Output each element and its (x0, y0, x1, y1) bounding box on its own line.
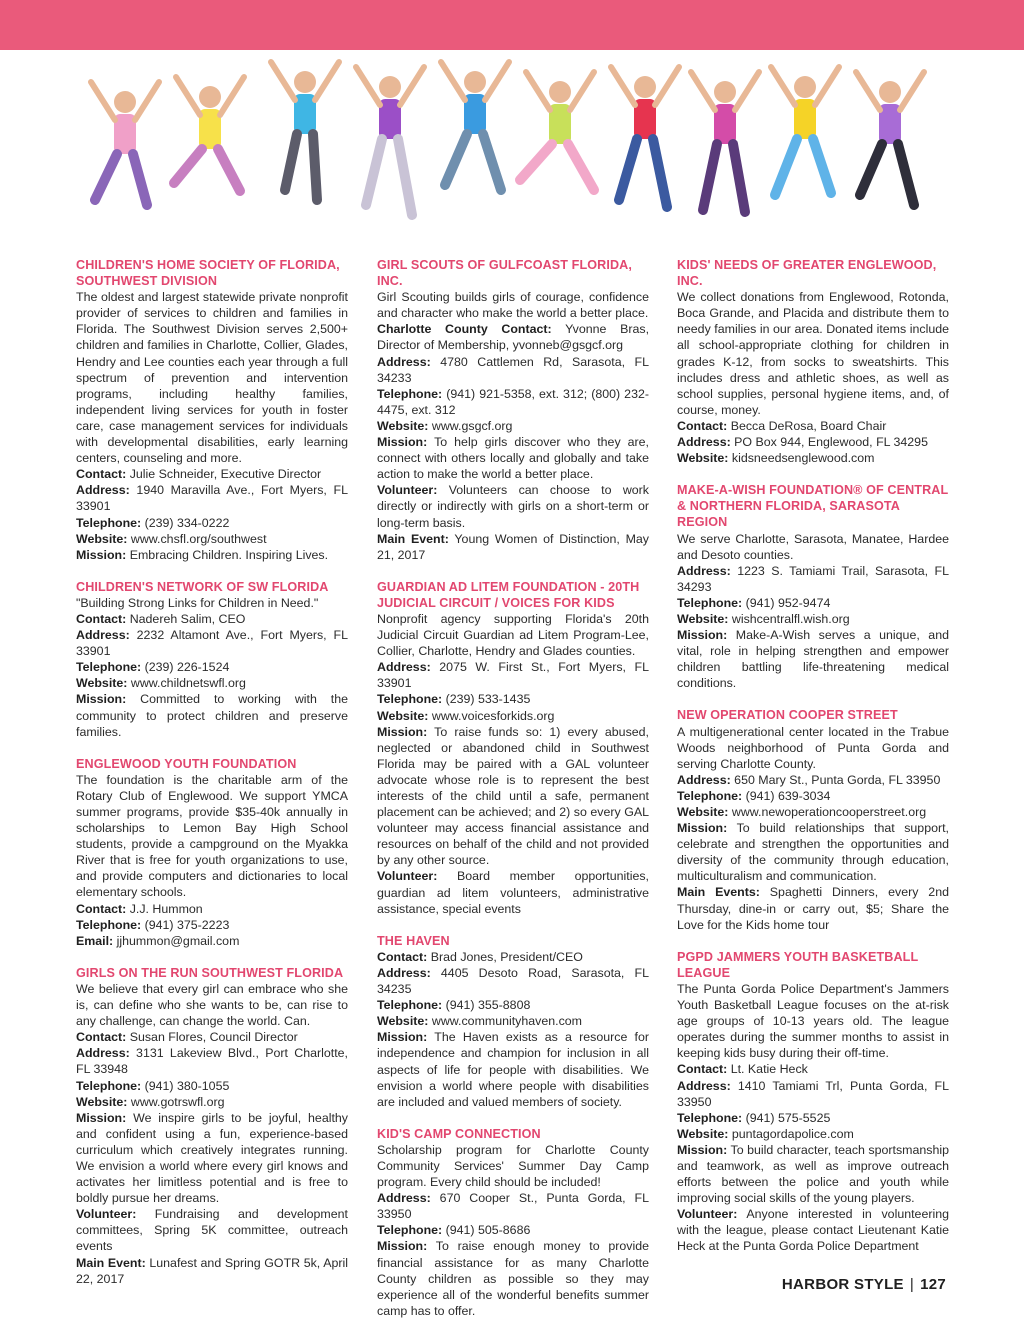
listing-title: THE HAVEN (377, 933, 450, 948)
listing-mission-line (377, 1238, 649, 1318)
field-label: Mission: (677, 1142, 728, 1157)
listing-contact-line (377, 949, 649, 965)
listing-title: GIRL SCOUTS OF GULFCOAST FLORIDA, INC. (377, 258, 632, 289)
listing-description (677, 289, 949, 418)
listing-address-line (677, 1078, 949, 1110)
field-label: Address: (377, 354, 431, 369)
field-label: Telephone: (677, 1110, 743, 1125)
kid-figure-4 (356, 67, 424, 215)
kid-figure-8 (691, 72, 759, 212)
field-value: (239) 226-1524 (144, 660, 230, 675)
field-label: Website: (377, 708, 429, 723)
listing-website-line (677, 1126, 949, 1142)
field-value: The oldest and largest statewide private nonprofit provider of services to children and families in Florida. The Southwest Division serves 2,500+ children and families in Charlotte, Collier, Glades, Hendry and Lee counties each year through a full spectrum of prevention and intervention programs, including healthy families, independent living services for youth in foster care, case management services for individuals with developmental disabilities, early learning centers, counseling and more. (76, 290, 348, 466)
field-label: Address: (377, 965, 431, 980)
field-label: Telephone: (76, 1078, 142, 1093)
field-value: Volunteers can choose to work directly or indirectly with girls on a short-term or long-term basis. (377, 483, 650, 530)
field-label: Mission: (76, 692, 127, 707)
field-value: PO Box 944, Englewood, FL 34295 (734, 435, 928, 450)
field-value: (941) 952-9474 (745, 595, 831, 610)
field-label: Contact: (677, 418, 728, 433)
listing-title: PGPD JAMMERS YOUTH BASKETBALL LEAGUE (677, 949, 919, 980)
field-value: To raise enough money to provide financial assistance for as many Charlotte County children as possible so they may experience all of the wonderful benefits summer camp has to offer. (377, 1239, 649, 1318)
listing-address-line (76, 482, 348, 514)
field-value: To build relationships that support, celebrate and strengthen the opportunities and diversity of the community through education, multiculturalism and communication. (677, 821, 949, 884)
listing-website-line (76, 531, 348, 547)
listing-email-line (76, 933, 348, 949)
listing-main-event-line (377, 531, 649, 563)
field-label: Website: (677, 451, 729, 466)
field-value: J.J. Hummon (129, 901, 203, 916)
field-value: "Building Strong Links for Children in Need." (76, 595, 319, 610)
field-value: We collect donations from Englewood, Rotonda, Boca Grande, and Placida and distribute them to needy families in our area. Donated items include all school-appropriate clothing for children in grades K-12, from socks to sweatshirts. This includes dress and athletic shoes, as well as school supplies, personal hygiene items, and, of course, money. (677, 290, 949, 417)
field-value[interactable]: www.voicesforkids.org (431, 708, 555, 723)
field-value: 4780 Cattlemen Rd, Sarasota, FL 34233 (377, 354, 649, 385)
listing-telephone-line (76, 515, 348, 531)
listing-description (677, 531, 949, 563)
listing-address-line (76, 1045, 348, 1077)
field-value: (941) 380-1055 (144, 1078, 230, 1093)
listing-website-line (677, 450, 949, 466)
field-value: 1940 Maravilla Ave., Fort Myers, FL 33901 (76, 483, 348, 514)
field-label: Address: (677, 772, 731, 787)
listing-entry (76, 965, 348, 1287)
field-label: Address: (76, 1046, 130, 1061)
field-label: Address: (377, 1191, 431, 1206)
field-value: We believe that every girl can embrace who she is, can define who she wants to be, can rise to any challenge, can change the world. Can. (76, 981, 348, 1029)
field-label: Telephone: (677, 788, 743, 803)
listing-title: NEW OPERATION COOPER STREET (677, 708, 898, 723)
kid-figure-7 (611, 67, 679, 207)
field-value: Anyone interested in volunteering with the league, please contact Lieutenant Katie Heck at the Punta Gorda Police Department (677, 1207, 949, 1254)
field-value: Embracing Children. Inspiring Lives. (129, 547, 329, 562)
field-value: A multigenerational center located in the Trabue Woods neighborhood of Punta Gorda and serving Charlotte County. (677, 724, 949, 771)
listing-entry (677, 949, 949, 1255)
listing-mission-line (76, 1110, 348, 1207)
listing-address-line (377, 1190, 649, 1222)
field-value[interactable]: www.childnetswfl.org (130, 676, 246, 691)
field-value: Nonprofit agency supporting Florida's 20th Judicial Circuit Guardian ad Litem Program-Lee, Collier, Charlotte, Hendry and Glades counties. (377, 611, 649, 659)
field-value: We inspire girls to be joyful, healthy and confident using a fun, experience-based curriculum which creatively integrates running. We envision a world where every girl knows and activates her limitless potential and is free to boldly pursue her dreams. (76, 1110, 348, 1206)
field-value: (239) 334-0222 (144, 515, 230, 530)
field-value: (941) 375-2223 (144, 917, 230, 932)
field-value: We serve Charlotte, Sarasota, Manatee, Hardee and Desoto counties. (677, 531, 949, 562)
field-label: Volunteer: (377, 869, 438, 884)
column-right (677, 257, 949, 1271)
listing-title: GIRLS ON THE RUN SOUTHWEST FLORIDA (76, 965, 344, 980)
field-value: (941) 505-8686 (445, 1223, 531, 1238)
kid-figure-3 (271, 62, 339, 200)
field-label: Website: (76, 1094, 128, 1109)
listing-contact-line (76, 901, 348, 917)
listing-contact-line (76, 1029, 348, 1045)
listing-title: ENGLEWOOD YOUTH FOUNDATION (76, 756, 297, 771)
field-value: Becca DeRosa, Board Chair (730, 418, 887, 433)
listing-title: GUARDIAN AD LITEM FOUNDATION - 20TH JUDICIAL CIRCUIT / VOICES FOR KIDS (377, 579, 640, 610)
listing-entry (377, 933, 649, 1110)
listing-mission-line (677, 820, 949, 884)
field-value[interactable]: kidsneedsenglewood.com (731, 451, 875, 466)
kid-figure-5 (441, 62, 509, 190)
kid-figure-6 (520, 72, 594, 190)
listing-description (677, 981, 949, 1061)
field-value: (941) 355-8808 (445, 998, 531, 1013)
field-label: Address: (377, 660, 431, 675)
top-color-bar (0, 0, 1024, 50)
listing-entry (76, 756, 348, 949)
field-label: Address: (76, 483, 130, 498)
field-label: Charlotte County Contact: (377, 322, 552, 337)
field-label: Telephone: (377, 692, 443, 707)
field-value: 650 Mary St., Punta Gorda, FL 33950 (734, 772, 941, 787)
field-label: Address: (677, 563, 731, 578)
listing-telephone-line (76, 917, 348, 933)
field-label: Mission: (677, 821, 728, 836)
listing-mission-line (76, 691, 348, 739)
field-value: Young Women of Distinction, May 21, 2017 (377, 531, 649, 562)
field-label: Contact: (76, 467, 127, 482)
listing-telephone-line (76, 1078, 348, 1094)
listing-entry (76, 257, 348, 563)
listing-telephone-line (377, 997, 649, 1013)
field-value: Nadereh Salim, CEO (129, 611, 246, 626)
field-label: Volunteer: (677, 1207, 738, 1222)
field-value: 1410 Tamiami Trl, Punta Gorda, FL 33950 (677, 1078, 949, 1109)
kid-figure-9 (771, 67, 839, 195)
field-value: (941) 639-3034 (745, 788, 831, 803)
field-value: (239) 533-1435 (445, 692, 531, 707)
field-value: Board member opportunities, guardian ad litem volunteers, administrative assistance, special events (377, 869, 649, 916)
field-value: 2232 Altamont Ave., Fort Myers, FL 33901 (76, 628, 348, 659)
listing-description (76, 595, 348, 611)
listing-entry (377, 579, 649, 917)
field-value: The foundation is the charitable arm of the Rotary Club of Englewood. We support YMCA summer programs, provide $35-40k annually in scholarships to Lemon Bay High School students, provide a campground on the Myakka River that is free for youth organizations to use, and provide computers and dictionaries to local elementary schools. (76, 772, 348, 900)
listing-title: CHILDREN'S HOME SOCIETY OF FLORIDA, SOUTHWEST DIVISION (76, 258, 340, 289)
listing-telephone-line (76, 659, 348, 675)
jumping-kids-photo (70, 50, 954, 255)
listing-mission-line (677, 627, 949, 691)
field-label: Address: (677, 435, 731, 450)
listing-telephone-line (377, 691, 649, 707)
field-label: Volunteer: (76, 1207, 137, 1222)
listing-description (76, 289, 348, 466)
listing-description (377, 611, 649, 659)
field-label: Telephone: (76, 917, 142, 932)
publication-name: HARBOR STYLE (781, 1276, 904, 1293)
field-value[interactable]: puntagordapolice.com (731, 1126, 854, 1141)
field-value: To help girls discover who they are, connect with others locally and globally and take action to make the world a better place. (377, 435, 650, 482)
listing-website-line (377, 418, 649, 434)
listing-entry (76, 579, 348, 740)
listing-website-line (377, 708, 649, 724)
listing-mission-line (76, 547, 348, 563)
listing-description (76, 981, 348, 1029)
listing-description (677, 724, 949, 772)
field-label: Telephone: (377, 1223, 443, 1238)
listing-main-event-line (76, 1255, 348, 1287)
field-value[interactable]: www.gsgcf.org (431, 418, 513, 433)
field-value: Committed to working with the community to protect children and preserve families. (76, 692, 348, 739)
listing-website-line (76, 1094, 348, 1110)
field-value: Girl Scouting builds girls of courage, confidence and character who make the world a better place. (377, 290, 649, 321)
field-value: Brad Jones, President/CEO (430, 949, 583, 964)
kid-figure-1 (91, 82, 159, 205)
field-value: Make-A-Wish serves a unique, and vital, role in helping strengthen and empower children battling life-threatening medical conditions. (677, 628, 949, 691)
field-value: 4405 Desoto Road, Sarasota, FL 34235 (377, 965, 649, 997)
listing-volunteer-line (377, 868, 649, 916)
field-value: Spaghetti Dinners, every 2nd Thursday, dine-in or carry out, $5; Share the Love for the Kids home tour (677, 885, 949, 932)
kid-figure-10 (856, 72, 924, 205)
field-label: Telephone: (377, 386, 443, 401)
listing-telephone-line (677, 595, 949, 611)
listing-description (377, 289, 649, 321)
listing-website-line (677, 611, 949, 627)
listing-mission-line (377, 724, 649, 869)
listing-volunteer-line (677, 1206, 949, 1254)
listing-title: CHILDREN'S NETWORK OF SW FLORIDA (76, 579, 329, 594)
listing-entry (677, 257, 949, 466)
field-label: Contact: (377, 949, 428, 964)
listing-title: KID'S CAMP CONNECTION (377, 1126, 541, 1141)
field-value[interactable]: www.communityhaven.com (431, 1014, 582, 1029)
field-label: Website: (677, 611, 729, 626)
field-label: Mission: (76, 547, 127, 562)
field-label: Address: (76, 628, 130, 643)
field-value[interactable]: www.chsfl.org/southwest (130, 531, 267, 546)
listing-contact-line (76, 466, 348, 482)
field-label: Website: (677, 1126, 729, 1141)
field-label: Contact: (76, 1030, 127, 1045)
field-label: Website: (377, 418, 429, 433)
listing-telephone-line (377, 1222, 649, 1238)
field-value: (941) 921-5358, ext. 312; (800) 232-4475, ext. 312 (377, 386, 649, 417)
listing-contact-line (677, 418, 949, 434)
page-number: 127 (920, 1276, 946, 1293)
field-label: Main Event: (377, 531, 449, 546)
field-value: Scholarship program for Charlotte County Community Services' Summer Day Camp program. Every child should be included! (377, 1142, 649, 1190)
listing-telephone-line (677, 1110, 949, 1126)
field-value: 2075 W. First St., Fort Myers, FL 33901 (377, 660, 649, 691)
field-value[interactable]: wishcentralfl.wish.org (731, 611, 850, 626)
listing-address-line (377, 354, 649, 386)
column-left (76, 257, 348, 1303)
field-value: Susan Flores, Council Director (129, 1030, 298, 1045)
field-label: Website: (76, 676, 128, 691)
page-footer (782, 1276, 946, 1293)
field-value: To raise funds so: 1) every abused, neglected or abandoned child in Southwest Florida may be paired with a GAL volunteer advocate whose role is to represent the best interests of the child until a safe, permanent placement can be achieved; and 2) so every GAL volunteer may access financial assistance and resources on behalf of the child and not provided by any other source. (377, 724, 649, 868)
listing-address-line (677, 434, 949, 450)
field-value: (941) 575-5525 (745, 1110, 831, 1125)
field-label: Telephone: (76, 660, 142, 675)
listing-description (76, 772, 348, 901)
field-label: Address: (677, 1078, 731, 1093)
field-label: Mission: (377, 1030, 428, 1045)
field-value: Yvonne Bras, Director of Membership, yvonneb@gsgcf.org (377, 322, 650, 353)
listing-mission-line (377, 434, 649, 482)
listing-volunteer-line (377, 482, 649, 530)
field-value: Fundraising and development committees, Spring 5K committee, outreach events (76, 1207, 348, 1254)
field-value[interactable]: jjhummon@gmail.com (116, 933, 240, 948)
field-value: Julie Schneider, Executive Director (129, 467, 322, 482)
listing-title: KIDS' NEEDS OF GREATER ENGLEWOOD, INC. (677, 258, 937, 289)
field-label: Main Events: (677, 885, 760, 900)
listing-title: MAKE-A-WISH FOUNDATION® OF CENTRAL & NORTHERN FLORIDA, SARASOTA REGION (677, 483, 949, 530)
field-label: Contact: (76, 901, 127, 916)
field-label: Mission: (377, 435, 428, 450)
listing-address-line (677, 563, 949, 595)
field-label: Contact: (76, 611, 127, 626)
field-label: Mission: (377, 724, 428, 739)
field-label: Website: (377, 1014, 429, 1029)
listing-website-line (76, 675, 348, 691)
listing-entry (677, 482, 949, 691)
field-label: Mission: (377, 1239, 428, 1254)
field-value: The Haven exists as a resource for independence and champion for inclusion in all aspects of life for people with disabilities. We envision a world where people with disabilities are included and valued members of society. (377, 1030, 650, 1109)
listing-contact-line (76, 611, 348, 627)
field-value: Lunafest and Spring GOTR 5k, April 22, 2017 (76, 1255, 348, 1286)
listing-address-line (76, 627, 348, 659)
field-label: Telephone: (76, 515, 142, 530)
listing-address-line (377, 659, 649, 691)
field-value: Lt. Katie Heck (730, 1062, 808, 1077)
listing-address-line (677, 772, 949, 788)
listing-description (377, 1142, 649, 1190)
listing-entry (377, 1126, 649, 1319)
field-value: The Punta Gorda Police Department's Jammers Youth Basketball League focuses on the at-risk age groups of 10-13 years old. The league operates during the summer months to assist in keeping kids busy during their off-time. (677, 981, 949, 1061)
field-label: Main Event: (76, 1255, 146, 1270)
listing-main-events-line (677, 884, 949, 932)
field-value: 1223 S. Tamiami Trail, Sarasota, FL 34293 (677, 563, 949, 594)
footer-separator: | (909, 1276, 915, 1293)
field-label: Contact: (677, 1062, 728, 1077)
field-value: 670 Cooper St., Punta Gorda, FL 33950 (377, 1191, 649, 1222)
field-value[interactable]: www.newoperationcooperstreet.org (731, 805, 927, 819)
field-label: Website: (677, 805, 729, 819)
column-middle (377, 257, 649, 1335)
field-label: Website: (76, 531, 128, 546)
field-label: Mission: (677, 628, 728, 643)
listing-website-line (377, 1013, 649, 1029)
kid-figure-2 (174, 77, 244, 191)
listing-address-line (377, 965, 649, 997)
field-value: 3131 Lakeview Blvd., Port Charlotte, FL 33948 (76, 1046, 348, 1077)
listing-charlotte-county-contact-line (377, 321, 649, 353)
listing-mission-line (377, 1029, 649, 1109)
field-label: Telephone: (377, 998, 443, 1013)
listing-volunteer-line (76, 1206, 348, 1254)
field-value: To build character, teach sportsmanship and teamwork, as well as improve outreach efforts between the police and youth while improving social skills of the young players. (677, 1142, 949, 1206)
listing-mission-line (677, 1142, 949, 1206)
listing-telephone-line (677, 788, 949, 804)
listing-website-line (677, 804, 949, 820)
listing-contact-line (677, 1061, 949, 1077)
field-label: Mission: (76, 1110, 127, 1125)
listing-telephone-line (377, 386, 649, 418)
listing-entry (377, 257, 649, 563)
field-label: Volunteer: (377, 483, 438, 498)
field-label: Email: (76, 933, 114, 948)
listing-entry (677, 707, 949, 932)
field-value[interactable]: www.gotrswfl.org (130, 1094, 225, 1109)
field-label: Telephone: (677, 595, 743, 610)
